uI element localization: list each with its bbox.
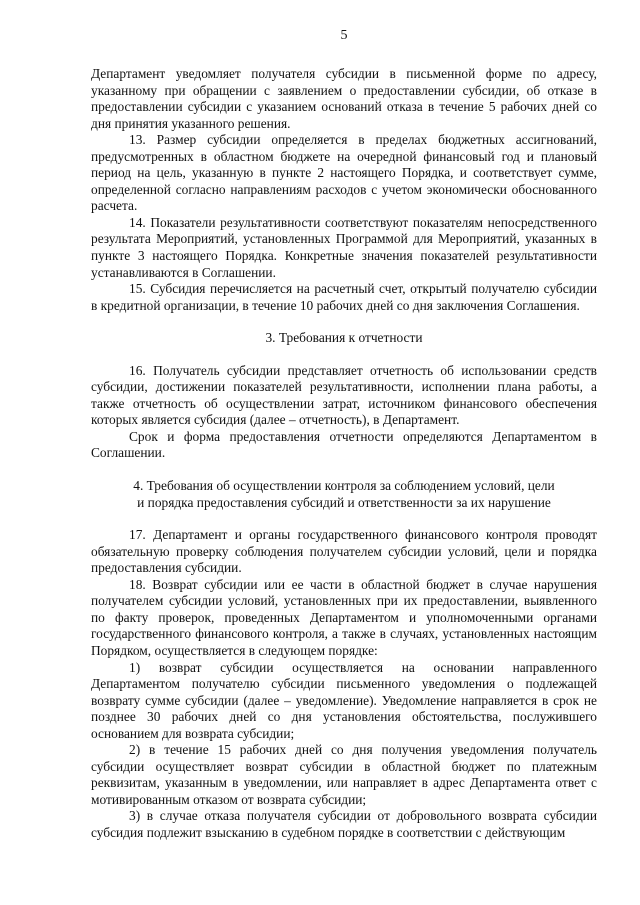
section-heading-4-line-2: и порядка предоставления субсидий и ответственности за их нарушение [137,494,551,510]
document-page [91,28,597,842]
paragraph-17: 17. Департамент и органы государственного финансового контроля проводят обязательную проверку соблюдения получателем субсидии условий, цели и порядка предоставления субсидии. [91,527,597,576]
section-heading-3: 3. Требования к отчетности [265,330,423,346]
paragraph-18-item-2: 2) в течение 15 рабочих дней со дня получения уведомления получатель субсидии осуществляет возврат субсидии в областной бюджет по платежным реквизитам, указанным в уведомлении, или направляет в адрес Департамента ответ с мотивированным отказом от возврата субсидии; [91,742,597,807]
paragraph-14: 14. Показатели результативности соответствуют показателям непосредственного результата Мероприятий, установленных Программой для Мероприятий, указанных в пункте 3 настоящего Порядка. Конкретные значения показателей результативности устанавливаются в Соглашении. [91,214,597,280]
section-heading-4 [91,478,597,511]
paragraph-18-item-1: 1) возврат субсидии осуществляется на основании направленного Департаментом получателю субсидии письменного уведомления о подлежащей возврату сумме субсидии (далее – уведомление). Уведомление направляется в срок не позднее 30 рабочих дней со дня установления обстоятельства, послужившего основанием для возврата субсидии; [91,659,597,741]
paragraph-refusal-notice: Департамент уведомляет получателя субсидии в письменной форме по адресу, указанному при обращении с заявлением о предоставлении субсидии, об отказе в предоставлении субсидии с указанием оснований отказа в течение 5 рабочих дней со дня принятия указанного решения. [91,66,597,131]
paragraph-15: 15. Субсидия перечисляется на расчетный счет, открытый получателю субсидии в кредитной организации, в течение 10 рабочих дней со дня заключения Соглашения. [91,281,597,313]
page-number: 5 [340,28,348,43]
paragraph-13: 13. Размер субсидии определяется в пределах бюджетных ассигнований, предусмотренных в областном бюджете на очередной финансовый год и плановый период на цель, указанную в пункте 2 настоящего Порядка, и соответствует сумме, определенной согласно направлениям расходов с учетом экономически обоснованного расчета. [91,132,597,214]
paragraph-16-reporting-terms: Срок и форма предоставления отчетности определяются Департаментом в Соглашении. [91,428,597,461]
paragraph-18: 18. Возврат субсидии или ее части в областной бюджет в случае нарушения получателем субсидии условий, установленных при их предоставлении, выявленного по факту проверок, проведенных Департаментом и уполномоченными органами государственного финансового контроля, а также в случаях, установленных настоящим Порядком, осуществляется в следующем порядке: [91,576,597,658]
section-heading-4-line-1: 4. Требования об осуществлении контроля за соблюдением условий, цели [133,478,555,494]
paragraph-18-item-3: 3) в случае отказа получателя субсидии от добровольного возврата субсидии субсидия подлежит взысканию в судебном порядке в соответствии с действующим [91,808,597,840]
paragraph-16: 16. Получатель субсидии представляет отчетность об использовании средств субсидии, достижении показателей результативности, исполнении плана работы, а также отчетность об осуществлении затрат, источником финансового обеспечения которых является субсидия (далее – отчетность), в Департамент. [91,362,597,428]
